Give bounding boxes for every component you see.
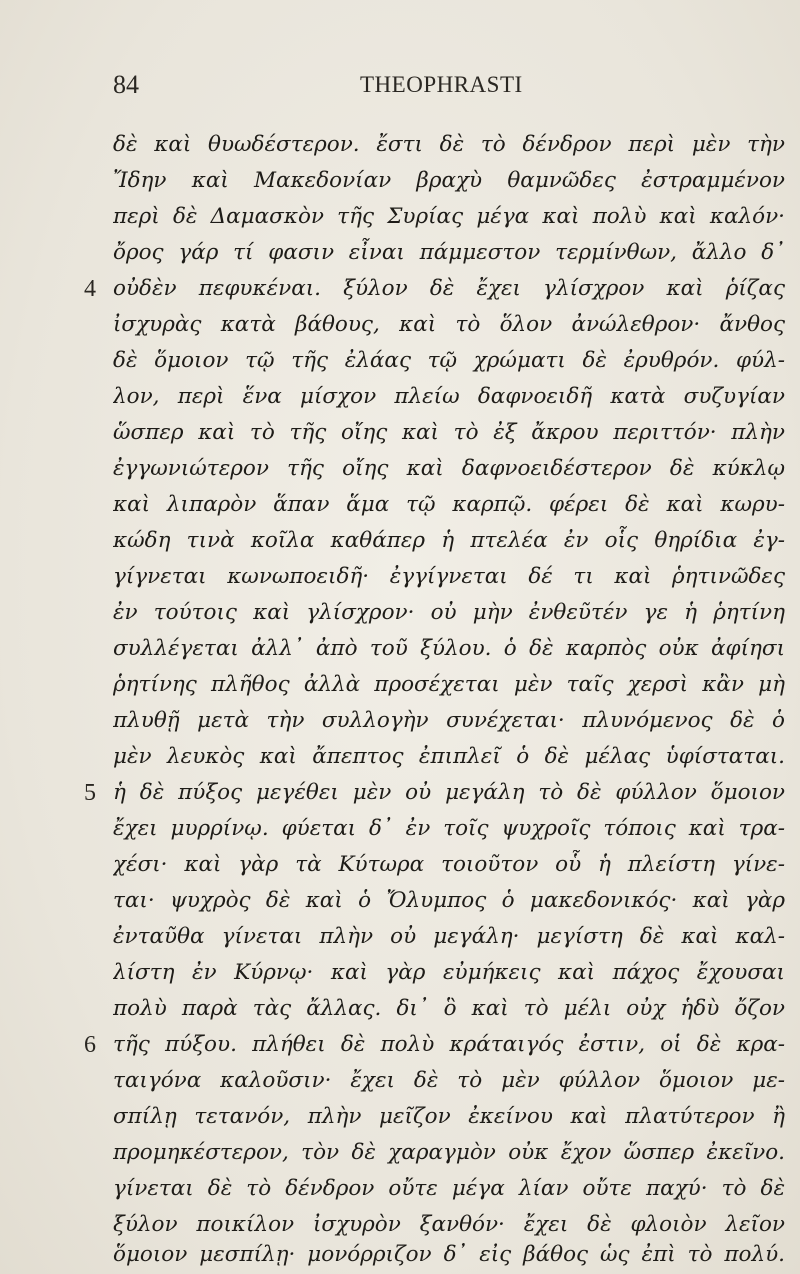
text-line: ἐγγωνιώτερον τῆς οἴης καὶ δαφνοειδέστερον δὲ κύκλῳ [113,456,785,481]
text-line: πολὺ παρὰ τὰς ἄλλας. δι᾽ ὃ καὶ τὸ μέλι οὐχ ἡδὺ ὄζον [113,996,785,1021]
text-line: λον, περὶ ἕνα μίσχον πλείω δαφνοειδῆ κατὰ συζυγίαν [113,384,785,409]
text-line: Ἴδην καὶ Μακεδονίαν βραχὺ θαμνῶδες ἐστραμμένον [113,168,785,193]
text-line: χέσι· καὶ γὰρ τὰ Κύτωρα τοιοῦτον οὗ ἡ πλείστη γίνε- [113,852,785,877]
section-number: 6 [84,1032,96,1058]
text-line: ὥσπερ καὶ τὸ τῆς οἴης καὶ τὸ ἐξ ἄκρου περιττόν· πλὴν [113,420,785,445]
text-line: δὲ ὅμοιον τῷ τῆς ἐλάας τῷ χρώματι δὲ ἐρυθρόν. φύλ- [113,348,785,373]
text-line: ῥητίνης πλῆθος ἀλλὰ προσέχεται μὲν ταῖς χερσὶ κἂν μὴ [113,672,785,697]
text-line: δὲ καὶ θυωδέστερον. ἔστι δὲ τὸ δένδρον περὶ μὲν τὴν [113,132,785,157]
text-line: ὅμοιον μεσπίλῃ· μονόρριζον δ᾽ εἰς βάθος ὡς ἐπὶ τὸ πολύ. [113,1242,785,1267]
text-line: ἔχει μυρρίνῳ. φύεται δ᾽ ἐν τοῖς ψυχροῖς τόποις καὶ τρα- [113,816,785,841]
text-line: ἰσχυρὰς κατὰ βάθους, καὶ τὸ ὅλον ἀνώλεθρον· ἄνθος [113,312,785,337]
page-header [0,70,800,104]
section-number: 5 [84,780,96,806]
text-line: ξύλον ποικίλον ἰσχυρὸν ξανθόν· ἔχει δὲ φλοιὸν λεῖον [113,1212,785,1237]
text-line: ταιγόνα καλοῦσιν· ἔχει δὲ τὸ μὲν φύλλον ὅμοιον με- [113,1068,785,1093]
running-head: THEOPHRASTI [360,72,523,97]
text-line: ἐνταῦθα γίνεται πλὴν οὐ μεγάλη· μεγίστη δὲ καὶ καλ- [113,924,785,949]
text-line: σπίλῃ τετανόν, πλὴν μεῖζον ἐκείνου καὶ πλατύτερον ἢ [113,1104,785,1129]
text-line: τῆς πύξου. πλήθει δὲ πολὺ κράταιγός ἐστιν, οἱ δὲ κρα- [113,1032,785,1057]
text-line: λίστη ἐν Κύρνῳ· καὶ γὰρ εὐμήκεις καὶ πάχος ἔχουσαι [113,960,785,985]
text-line: ὄρος γάρ τί φασιν εἶναι πάμμεστον τερμίνθων, ἄλλο δ᾽ [113,240,785,265]
text-line: ἐν τούτοις καὶ γλίσχρον· οὐ μὴν ἐνθεῦτέν γε ἡ ῥητίνη [113,600,785,625]
text-line: περὶ δὲ Δαμασκὸν τῆς Συρίας μέγα καὶ πολὺ καὶ καλόν· [113,204,785,229]
text-line: μὲν λευκὸς καὶ ἄπεπτος ἐπιπλεῖ ὁ δὲ μέλας ὑφίσταται. [113,744,785,769]
text-line: προμηκέστερον, τὸν δὲ χαραγμὸν οὐκ ἔχον ὥσπερ ἐκεῖνο. [113,1140,785,1165]
text-line: γίνεται δὲ τὸ δένδρον οὔτε μέγα λίαν οὔτε παχύ· τὸ δὲ [113,1176,785,1201]
text-line: ἡ δὲ πύξος μεγέθει μὲν οὐ μεγάλη τὸ δὲ φύλλον ὅμοιον [113,780,785,805]
text-line: γίγνεται κωνωποειδῆ· ἐγγίγνεται δέ τι καὶ ῥητινῶδες [113,564,785,589]
text-line: οὐδὲν πεφυκέναι. ξύλον δὲ ἔχει γλίσχρον καὶ ῥίζας [113,276,785,301]
page-number: 84 [113,70,139,99]
text-line: κώδη τινὰ κοῖλα καθάπερ ἡ πτελέα ἐν οἷς θηρίδια ἐγ- [113,528,785,553]
text-line: συλλέγεται ἀλλ᾽ ἀπὸ τοῦ ξύλου. ὁ δὲ καρπὸς οὐκ ἀφίησι [113,636,785,661]
text-line: ται· ψυχρὸς δὲ καὶ ὁ Ὄλυμπος ὁ μακεδονικός· καὶ γὰρ [113,888,785,913]
text-line: καὶ λιπαρὸν ἅπαν ἅμα τῷ καρπῷ. φέρει δὲ καὶ κωρυ- [113,492,785,517]
section-number: 4 [84,276,96,302]
text-line: πλυθῇ μετὰ τὴν συλλογὴν συνέχεται· πλυνόμενος δὲ ὁ [113,708,785,733]
